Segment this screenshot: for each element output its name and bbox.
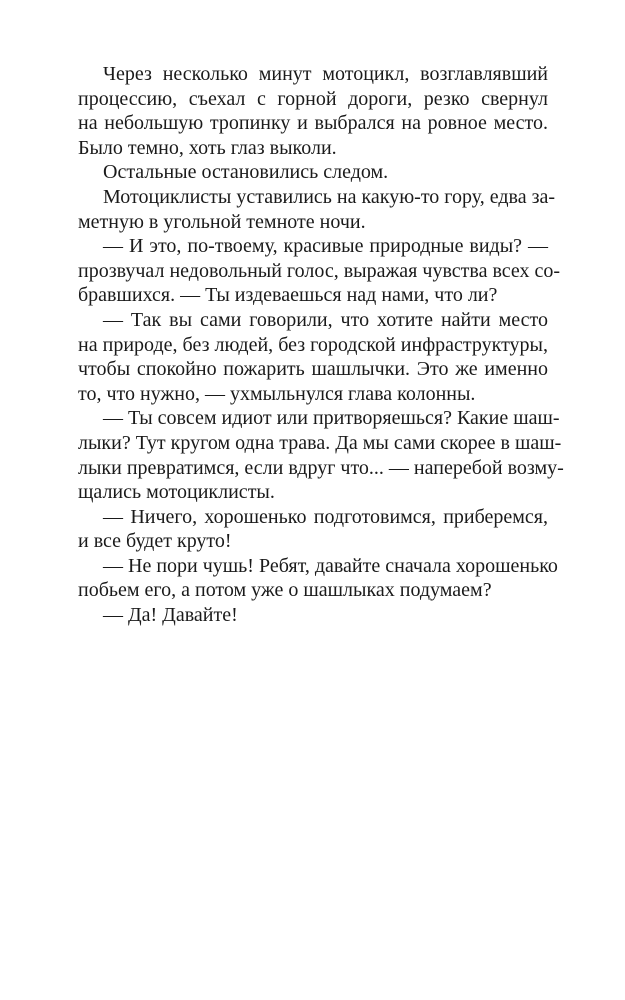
text-line: лыки? Тут кругом одна трава. Да мы сами скорее в шаш- [78,431,562,454]
paragraph-1 [78,62,548,160]
paragraph-9 [78,603,548,628]
page-body [78,62,564,628]
paragraph-2 [78,160,548,185]
text-line: лыки превратимся, если вдруг что... — наперебой возму- [78,456,564,479]
text-line: побьем его, а потом уже о шашлыках подумаем? [78,579,492,602]
paragraph-6 [78,406,564,504]
text-line: бравшихся. — Ты издеваешься над нами, что ли? [78,284,498,307]
paragraph-8 [78,554,558,603]
paragraph-4 [78,234,561,308]
text-line: Остальные остановились следом. [103,161,389,184]
paragraph-5 [78,308,548,406]
text-line: Было темно, хоть глаз выколи. [78,136,337,159]
text-line: процессию, съехал с горной дороги, резко свернул [78,87,548,110]
text-line: чтобы спокойно пожарить шашлычки. Это же именно [78,358,548,381]
text-line: то, что нужно, — ухмыльнулся глава колонны. [78,382,476,405]
text-line: и все будет круто! [78,530,232,553]
text-line: метную в угольной темноте ночи. [78,210,366,233]
text-line: — Так вы сами говорили, что хотите найти место [103,308,548,331]
text-line: щались мотоциклисты. [78,481,275,504]
paragraph-3 [78,185,556,234]
text-line: прозвучал недовольный голос, выражая чувства всех со- [78,259,561,282]
text-line: Мотоциклисты уставились на какую-то гору, едва за- [103,185,556,208]
text-line: на небольшую тропинку и выбрался на ровное место. [78,112,548,135]
text-line: — Да! Давайте! [103,604,238,627]
text-line: — Не пори чушь! Ребят, давайте сначала хорошенько [103,554,558,577]
text-line: — И это, по-твоему, красивые природные виды? — [103,235,548,258]
text-line: — Ты совсем идиот или притворяешься? Какие шаш- [103,407,560,430]
text-line: — Ничего, хорошенько подготовимся, приберемся, [103,505,548,528]
text-line: на природе, без людей, без городской инфраструктуры, [78,333,548,356]
paragraph-7 [78,505,548,554]
text-line: Через несколько минут мотоцикл, возглавлявший [103,63,548,85]
